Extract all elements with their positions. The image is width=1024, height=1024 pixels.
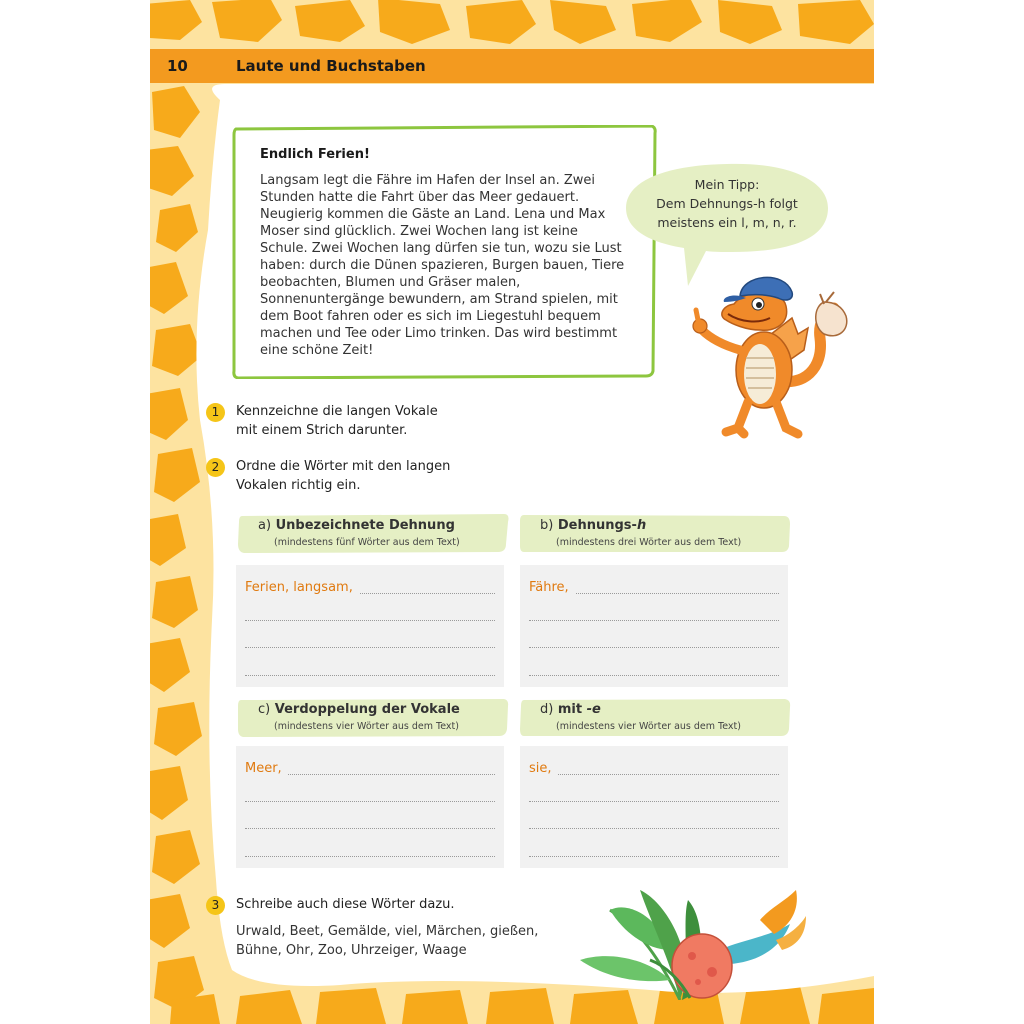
category-b-title: Dehnungs- bbox=[557, 518, 637, 533]
task-1-line-1: Kennzeichne die langen Vokale bbox=[236, 404, 438, 419]
category-b-title-em: h bbox=[636, 518, 647, 533]
category-d-hint: (mindestens vier Wörter aus dem Text) bbox=[556, 721, 741, 732]
tip-text bbox=[628, 175, 826, 232]
category-a-label bbox=[236, 512, 510, 554]
category-b-example: Fähre, bbox=[529, 580, 575, 595]
category-d-letter: d) bbox=[540, 702, 554, 717]
category-d-title-em: -e bbox=[586, 702, 601, 717]
task-1 bbox=[206, 402, 506, 440]
category-d-example: sie, bbox=[529, 761, 558, 776]
category-a-example: Ferien, langsam, bbox=[245, 580, 359, 595]
category-c-example: Meer, bbox=[245, 761, 288, 776]
tip-line-3: meistens ein l, m, n, r. bbox=[657, 215, 797, 230]
category-b-answer-box[interactable] bbox=[520, 565, 788, 687]
category-b-hint: (mindestens drei Wörter aus dem Text) bbox=[556, 537, 742, 548]
category-a-hint: (mindestens fünf Wörter aus dem Text) bbox=[274, 537, 460, 548]
story-text: Langsam legt die Fähre im Hafen der Insel an. Zwei Stunden hatte die Fahrt über das Meer gedauert. Neugierig kommen die Gäste an Land. Lena und Max Moser sind glücklich. Zwei Wochen lang ist keine Schule. Zwei Wochen lang dürfen sie tun, wozu sie Lust haben: durch die Dünen spazieren, Burgen bauen, Tiere beobachten, Blumen und Gräser malen, Sonnenuntergänge bewundern, am Strand spielen, mit dem Boot fahren oder es sich im Liegestuhl bequem machen und Tee oder Limo trinken. Das wird bestimmt eine schöne Zeit! bbox=[260, 173, 625, 358]
category-c-label bbox=[236, 696, 510, 738]
task-2-line-1: Ordne die Wörter mit den langen bbox=[236, 459, 451, 474]
category-a-letter: a) bbox=[258, 518, 272, 533]
task-1-number-badge: 1 bbox=[206, 403, 225, 422]
category-c-hint: (mindestens vier Wörter aus dem Text) bbox=[274, 721, 459, 732]
task-1-text bbox=[236, 402, 506, 440]
story-box bbox=[232, 125, 658, 379]
task-3-number-badge: 3 bbox=[206, 896, 225, 915]
workbook-page bbox=[150, 0, 874, 1024]
tip-line-1: Mein Tipp: bbox=[694, 177, 760, 192]
chapter-title: Laute und Buchstaben bbox=[236, 57, 426, 75]
category-b-letter: b) bbox=[540, 518, 554, 533]
task-2-line-2: Vokalen richtig ein. bbox=[236, 478, 361, 493]
story-title: Endlich Ferien! bbox=[260, 147, 370, 162]
page-number: 10 bbox=[167, 57, 188, 75]
category-c-letter: c) bbox=[258, 702, 271, 717]
category-d-answer-box[interactable] bbox=[520, 746, 788, 868]
category-d-label bbox=[518, 696, 792, 738]
category-c-title: Verdoppelung der Vokale bbox=[274, 702, 460, 717]
foliage-egg-icon bbox=[570, 880, 810, 1000]
category-d-title: mit bbox=[557, 702, 587, 717]
task-3-words: Urwald, Beet, Gemälde, viel, Märchen, gießen, Bühne, Ohr, Zoo, Uhrzeiger, Waage bbox=[236, 924, 539, 958]
category-c-answer-box[interactable] bbox=[236, 746, 504, 868]
category-b-label bbox=[518, 512, 792, 554]
task-3 bbox=[206, 895, 506, 914]
tip-line-2: Dem Dehnungs-h folgt bbox=[656, 196, 798, 211]
task-2 bbox=[206, 457, 506, 495]
task-1-line-2: mit einem Strich darunter. bbox=[236, 423, 408, 438]
task-2-number-badge: 2 bbox=[206, 458, 225, 477]
category-a-answer-box[interactable] bbox=[236, 565, 504, 687]
category-a-title: Unbezeichnete Dehnung bbox=[275, 518, 455, 533]
task-3-text: Schreibe auch diese Wörter dazu. bbox=[236, 897, 455, 912]
dragon-mascot-icon bbox=[674, 268, 854, 446]
task-2-text bbox=[236, 457, 506, 495]
